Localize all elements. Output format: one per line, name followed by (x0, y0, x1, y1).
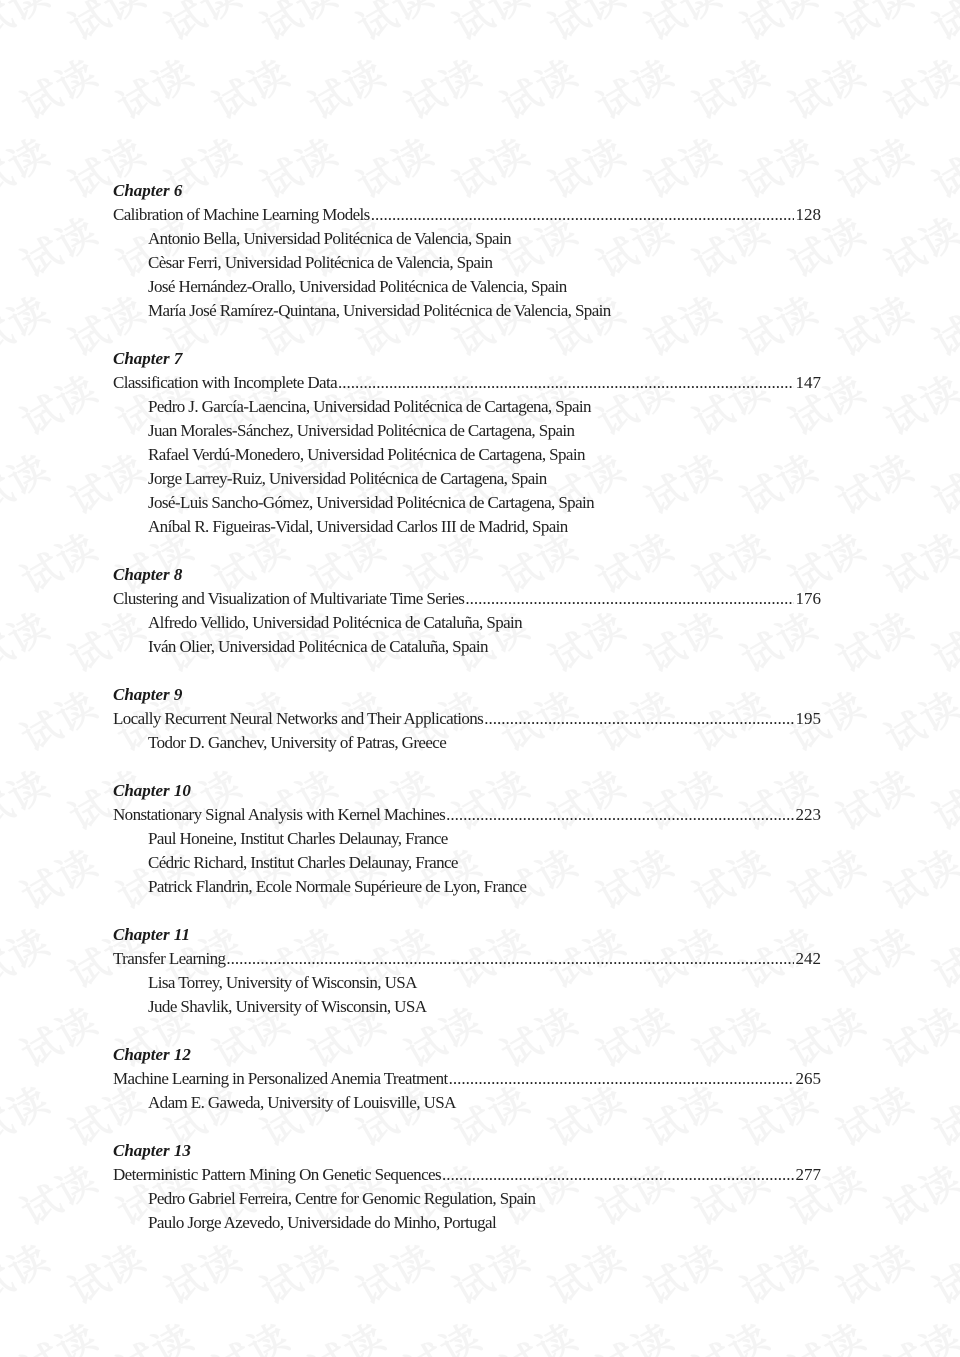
chapter-label: Chapter 10 (113, 781, 191, 800)
watermark-text (10, 1149, 107, 1237)
watermark-text (922, 596, 960, 684)
author-line: José Hernández-Orallo, Universidad Politécnica de Valencia, Spain (148, 277, 567, 296)
author-line: Pedro J. García-Laencina, Universidad Politécnica de Cartagena, Spain (148, 397, 591, 416)
watermark-text (586, 1307, 683, 1357)
watermark-text (58, 1228, 155, 1316)
author-line: Jorge Larrey-Ruiz, Universidad Politécnica de Cartagena, Spain (148, 469, 547, 488)
watermark-text (922, 1070, 960, 1158)
author-line: Rafael Verdú-Monedero, Universidad Politécnica de Cartagena, Spain (148, 445, 585, 464)
dot-leader (338, 371, 793, 395)
watermark-text (826, 122, 923, 210)
watermark-text (634, 0, 731, 51)
watermark-text (106, 43, 203, 131)
chapter-section (113, 179, 821, 323)
watermark-text (634, 1228, 731, 1316)
watermark-text (874, 517, 960, 605)
watermark-text (922, 912, 960, 1000)
author-line: Cédric Richard, Institut Charles Delaunay, France (148, 853, 458, 872)
page-number: 128 (795, 205, 821, 224)
chapter-entry[interactable] (113, 371, 821, 395)
watermark-text (922, 0, 960, 51)
watermark-text (346, 0, 443, 51)
author-line: Paul Honeine, Institut Charles Delaunay, France (148, 829, 448, 848)
watermark-text (58, 0, 155, 51)
chapter-entry[interactable] (113, 1163, 821, 1187)
page-number: 195 (795, 709, 821, 728)
watermark-text (250, 1228, 347, 1316)
author-line: Todor D. Ganchev, University of Patras, Greece (148, 733, 447, 752)
author-line: María José Ramírez-Quintana, Universidad Politécnica de Valencia, Spain (148, 301, 611, 320)
chapter-section (113, 347, 821, 539)
watermark-text (874, 359, 960, 447)
watermark-text (154, 0, 251, 51)
chapter-label: Chapter 9 (113, 685, 183, 704)
chapter-label: Chapter 11 (113, 925, 190, 944)
author-line: José-Luis Sancho-Gómez, Universidad Politécnica de Cartagena, Spain (148, 493, 595, 512)
chapter-section (113, 563, 821, 659)
watermark-text (10, 1307, 107, 1357)
watermark-text (250, 0, 347, 51)
page-number: 277 (795, 1165, 821, 1184)
chapter-label: Chapter 12 (113, 1045, 191, 1064)
chapter-entry[interactable] (113, 803, 821, 827)
author-line: Iván Olier, Universidad Politécnica de Cataluña, Spain (148, 637, 488, 656)
watermark-text (202, 43, 299, 131)
watermark-text (490, 43, 587, 131)
chapter-title: Calibration of Machine Learning Models (113, 205, 370, 224)
watermark-text (442, 1228, 539, 1316)
chapter-section (113, 923, 821, 1019)
watermark-text (538, 0, 635, 51)
chapter-section (113, 779, 821, 899)
watermark-text (298, 43, 395, 131)
chapter-label: Chapter 6 (113, 181, 183, 200)
watermark-text (538, 1228, 635, 1316)
author-line: Juan Morales-Sánchez, Universidad Politécnica de Cartagena, Spain (148, 421, 575, 440)
watermark-text (0, 1228, 58, 1316)
chapter-title: Classification with Incomplete Data (113, 373, 338, 392)
watermark-text (10, 43, 107, 131)
dot-leader (442, 1163, 794, 1187)
watermark-text (922, 280, 960, 368)
chapter-label: Chapter 13 (113, 1141, 191, 1160)
watermark-text (298, 1307, 395, 1357)
watermark-text (874, 675, 960, 763)
watermark-text (394, 1307, 491, 1357)
chapter-section (113, 1043, 821, 1115)
watermark-text (874, 201, 960, 289)
watermark-text (778, 43, 875, 131)
watermark-text (826, 912, 923, 1000)
watermark-text (0, 912, 58, 1000)
dot-leader (465, 587, 793, 611)
dot-leader (449, 1067, 794, 1091)
page-number: 265 (795, 1069, 821, 1088)
chapter-entry[interactable] (113, 947, 821, 971)
watermark-text (922, 122, 960, 210)
page-number: 147 (795, 373, 821, 392)
watermark-text (10, 201, 107, 289)
watermark-text (106, 1307, 203, 1357)
chapter-title: Nonstationary Signal Analysis with Kernel Machines (113, 805, 446, 824)
chapter-entry[interactable] (113, 203, 821, 227)
watermark-text (826, 438, 923, 526)
watermark-text (394, 43, 491, 131)
page-number: 176 (795, 589, 821, 608)
watermark-text (826, 0, 923, 51)
watermark-text (682, 1307, 779, 1357)
watermark-text (826, 1070, 923, 1158)
watermark-text (730, 0, 827, 51)
chapter-title: Transfer Learning (113, 949, 226, 968)
dot-leader (484, 707, 793, 731)
chapter-section (113, 683, 821, 755)
chapter-label: Chapter 7 (113, 349, 183, 368)
author-line: Patrick Flandrin, Ecole Normale Supérieure de Lyon, France (148, 877, 527, 896)
watermark-text (10, 675, 107, 763)
chapter-entry[interactable] (113, 707, 821, 731)
chapter-entry[interactable] (113, 587, 821, 611)
watermark-text (10, 517, 107, 605)
dot-leader (371, 203, 794, 227)
chapter-title: Deterministic Pattern Mining On Genetic Sequences (113, 1165, 441, 1184)
author-line: Pedro Gabriel Ferreira, Centre for Genomic Regulation, Spain (148, 1189, 536, 1208)
chapter-label: Chapter 8 (113, 565, 183, 584)
dot-leader (446, 803, 793, 827)
author-line: Aníbal R. Figueiras-Vidal, Universidad Carlos III de Madrid, Spain (148, 517, 568, 536)
table-of-contents (113, 179, 821, 1235)
chapter-section (113, 1139, 821, 1235)
watermark-text (874, 833, 960, 921)
watermark-text (826, 1228, 923, 1316)
watermark-text (0, 1070, 58, 1158)
page-number: 223 (795, 805, 821, 824)
watermark-text (10, 833, 107, 921)
watermark-text (874, 1307, 960, 1357)
watermark-text (0, 754, 58, 842)
author-line: Paulo Jorge Azevedo, Universidade do Minho, Portugal (148, 1213, 497, 1232)
watermark-text (490, 1307, 587, 1357)
watermark-text (826, 754, 923, 842)
chapter-entry[interactable] (113, 1067, 821, 1091)
watermark-text (0, 596, 58, 684)
watermark-text (0, 438, 58, 526)
watermark-text (874, 43, 960, 131)
page-number: 242 (795, 949, 821, 968)
watermark-text (0, 122, 58, 210)
watermark-text (202, 1307, 299, 1357)
author-line: Cèsar Ferri, Universidad Politécnica de Valencia, Spain (148, 253, 493, 272)
watermark-text (10, 991, 107, 1079)
watermark-text (874, 991, 960, 1079)
watermark-text (922, 1228, 960, 1316)
watermark-text (346, 1228, 443, 1316)
watermark-text (730, 1228, 827, 1316)
watermark-text (826, 596, 923, 684)
author-line: Alfredo Vellido, Universidad Politécnica de Cataluña, Spain (148, 613, 523, 632)
chapter-title: Machine Learning in Personalized Anemia Treatment (113, 1069, 448, 1088)
chapter-title: Clustering and Visualization of Multivariate Time Series (113, 589, 465, 608)
author-line: Lisa Torrey, University of Wisconsin, USA (148, 973, 417, 992)
chapter-title: Locally Recurrent Neural Networks and Their Applications (113, 709, 484, 728)
watermark-text (682, 43, 779, 131)
watermark-text (0, 280, 58, 368)
watermark-text (10, 359, 107, 447)
author-line: Antonio Bella, Universidad Politécnica de Valencia, Spain (148, 229, 512, 248)
watermark-text (154, 1228, 251, 1316)
watermark-text (442, 0, 539, 51)
author-line: Adam E. Gaweda, University of Louisville, USA (148, 1093, 456, 1112)
dot-leader (226, 947, 793, 971)
watermark-text (778, 1307, 875, 1357)
watermark-text (922, 438, 960, 526)
watermark-text (922, 754, 960, 842)
author-line: Jude Shavlik, University of Wisconsin, USA (148, 997, 427, 1016)
watermark-text (0, 0, 58, 51)
watermark-text (826, 280, 923, 368)
watermark-text (586, 43, 683, 131)
watermark-text (874, 1149, 960, 1237)
